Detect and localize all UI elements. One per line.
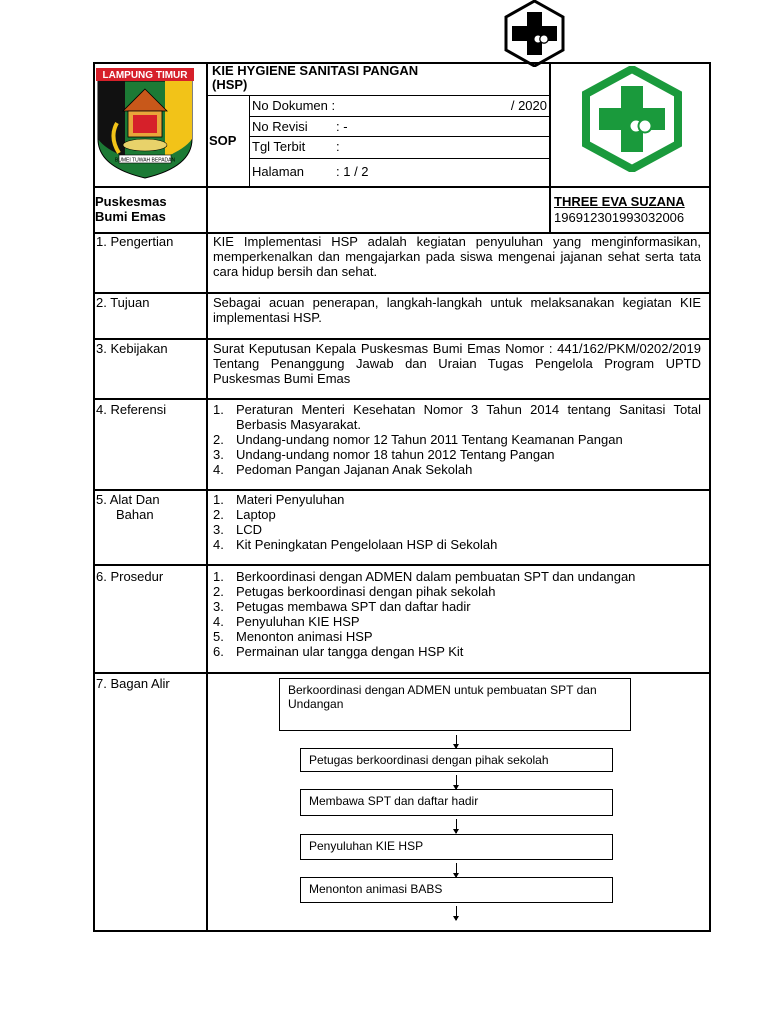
halaman-label: Halaman — [252, 164, 305, 179]
section-label-kebijakan: 3. Kebijakan — [96, 341, 168, 356]
section-label-tujuan: 2. Tujuan — [96, 295, 150, 310]
tgl-terbit-label: Tgl Terbit — [252, 139, 306, 154]
list-item: 3. LCD — [213, 522, 263, 537]
tgl-terbit-value: : — [336, 139, 340, 154]
referensi-list — [213, 402, 701, 477]
list-item: 1. Berkoordinasi dengan ADMEN dalam pembuatan SPT dan undangan — [213, 569, 636, 584]
logo-banner-text: LAMPUNG TIMUR — [102, 70, 188, 81]
alat-label-line-2: Bahan — [116, 507, 154, 522]
list-item: 2. Laptop — [213, 507, 276, 522]
flow-step-3: Membawa SPT dan daftar hadir — [300, 789, 613, 816]
flow-step-5: Menonton animasi BABS — [300, 877, 613, 903]
list-item: 3. Petugas membawa SPT dan daftar hadir — [213, 599, 471, 614]
section-text-pengertian: KIE Implementasi HSP adalah kegiatan penyuluhan yang menginformasikan, memperkenalkan dan mengajarkan pada siswa mengenai jajanan sehat serta tata cara hidup bersih dan sehat. — [213, 234, 701, 279]
org-name-line-2: Bumi Emas — [95, 209, 166, 224]
no-dokumen-label: No Dokumen : — [252, 98, 336, 113]
list-item: 2. Undang-undang nomor 12 Tahun 2011 Tentang Keamanan Pangan — [213, 432, 623, 447]
prosedur-list — [213, 569, 703, 659]
logo-motto-text: BUMEI TUWAH BEPADAN — [114, 157, 176, 164]
list-item: 1. Peraturan Menteri Kesehatan Nomor 3 Tahun 2014 tentang Sanitasi Total Berbasis Masyarakat. — [213, 402, 701, 432]
signer-name: THREE EVA SUZANA — [554, 194, 685, 209]
alat-label-line-1: 5. Alat Dan — [96, 492, 160, 507]
title-line-1: KIE HYGIENE SANITASI PANGAN — [212, 63, 419, 78]
no-revisi-value: : - — [336, 119, 348, 134]
flow-step-1: Berkoordinasi dengan ADMEN untuk pembuatan SPT dan Undangan — [279, 678, 631, 731]
top-puskesmas-logo — [501, 0, 568, 67]
list-item: 3. Undang-undang nomor 18 tahun 2012 Tentang Pangan — [213, 447, 555, 462]
no-dokumen-value: / 2020 — [510, 98, 547, 113]
title-line-2: (HSP) — [212, 77, 248, 92]
list-item: 1. Materi Penyuluhan — [213, 492, 345, 507]
signer-nip: 196912301993032006 — [554, 210, 685, 225]
section-label-alat — [96, 492, 160, 522]
puskesmas-logo — [580, 66, 684, 172]
list-item: 4. Penyuluhan KIE HSP — [213, 614, 360, 629]
document-title — [212, 64, 547, 92]
section-text-kebijakan: Surat Keputusan Kepala Puskesmas Bumi Emas Nomor : 441/162/PKM/0202/2019 Tentang Penanggung Jawab dan Uraian Tugas Pengelola Program UPTD Puskesmas Bumi Emas — [213, 341, 701, 386]
section-label-referensi: 4. Referensi — [96, 402, 167, 417]
alat-list — [213, 492, 701, 552]
section-text-tujuan: Sebagai acuan penerapan, langkah-langkah untuk melaksanakan kegiatan KIE implementasi HSP. — [213, 295, 701, 325]
flow-step-2: Petugas berkoordinasi dengan pihak sekolah — [300, 748, 613, 772]
flow-step-4: Penyuluhan KIE HSP — [300, 834, 613, 860]
no-revisi-label: No Revisi — [252, 119, 308, 134]
puskesmas-cross-icon — [580, 66, 684, 172]
list-item: 4. Pedoman Pangan Jajanan Anak Sekolah — [213, 462, 473, 477]
section-label-pengertian: 1. Pengertian — [96, 234, 174, 249]
list-item: 6. Permainan ular tangga dengan HSP Kit — [213, 644, 464, 659]
list-item: 5. Menonton animasi HSP — [213, 629, 373, 644]
sop-label: SOP — [209, 133, 237, 148]
section-label-bagan: 7. Bagan Alir — [96, 676, 170, 691]
list-item: 4. Kit Peningkatan Pengelolaan HSP di Sekolah — [213, 537, 498, 552]
org-name-line-1: Puskesmas — [95, 194, 167, 209]
section-label-prosedur: 6. Prosedur — [96, 569, 164, 584]
org-name — [95, 194, 167, 224]
puskesmas-cross-icon — [501, 0, 568, 67]
list-item: 2. Petugas berkoordinasi dengan pihak sekolah — [213, 584, 496, 599]
lampung-timur-emblem — [95, 67, 195, 179]
lampung-timur-logo — [95, 67, 195, 179]
halaman-value: : 1 / 2 — [336, 164, 369, 179]
